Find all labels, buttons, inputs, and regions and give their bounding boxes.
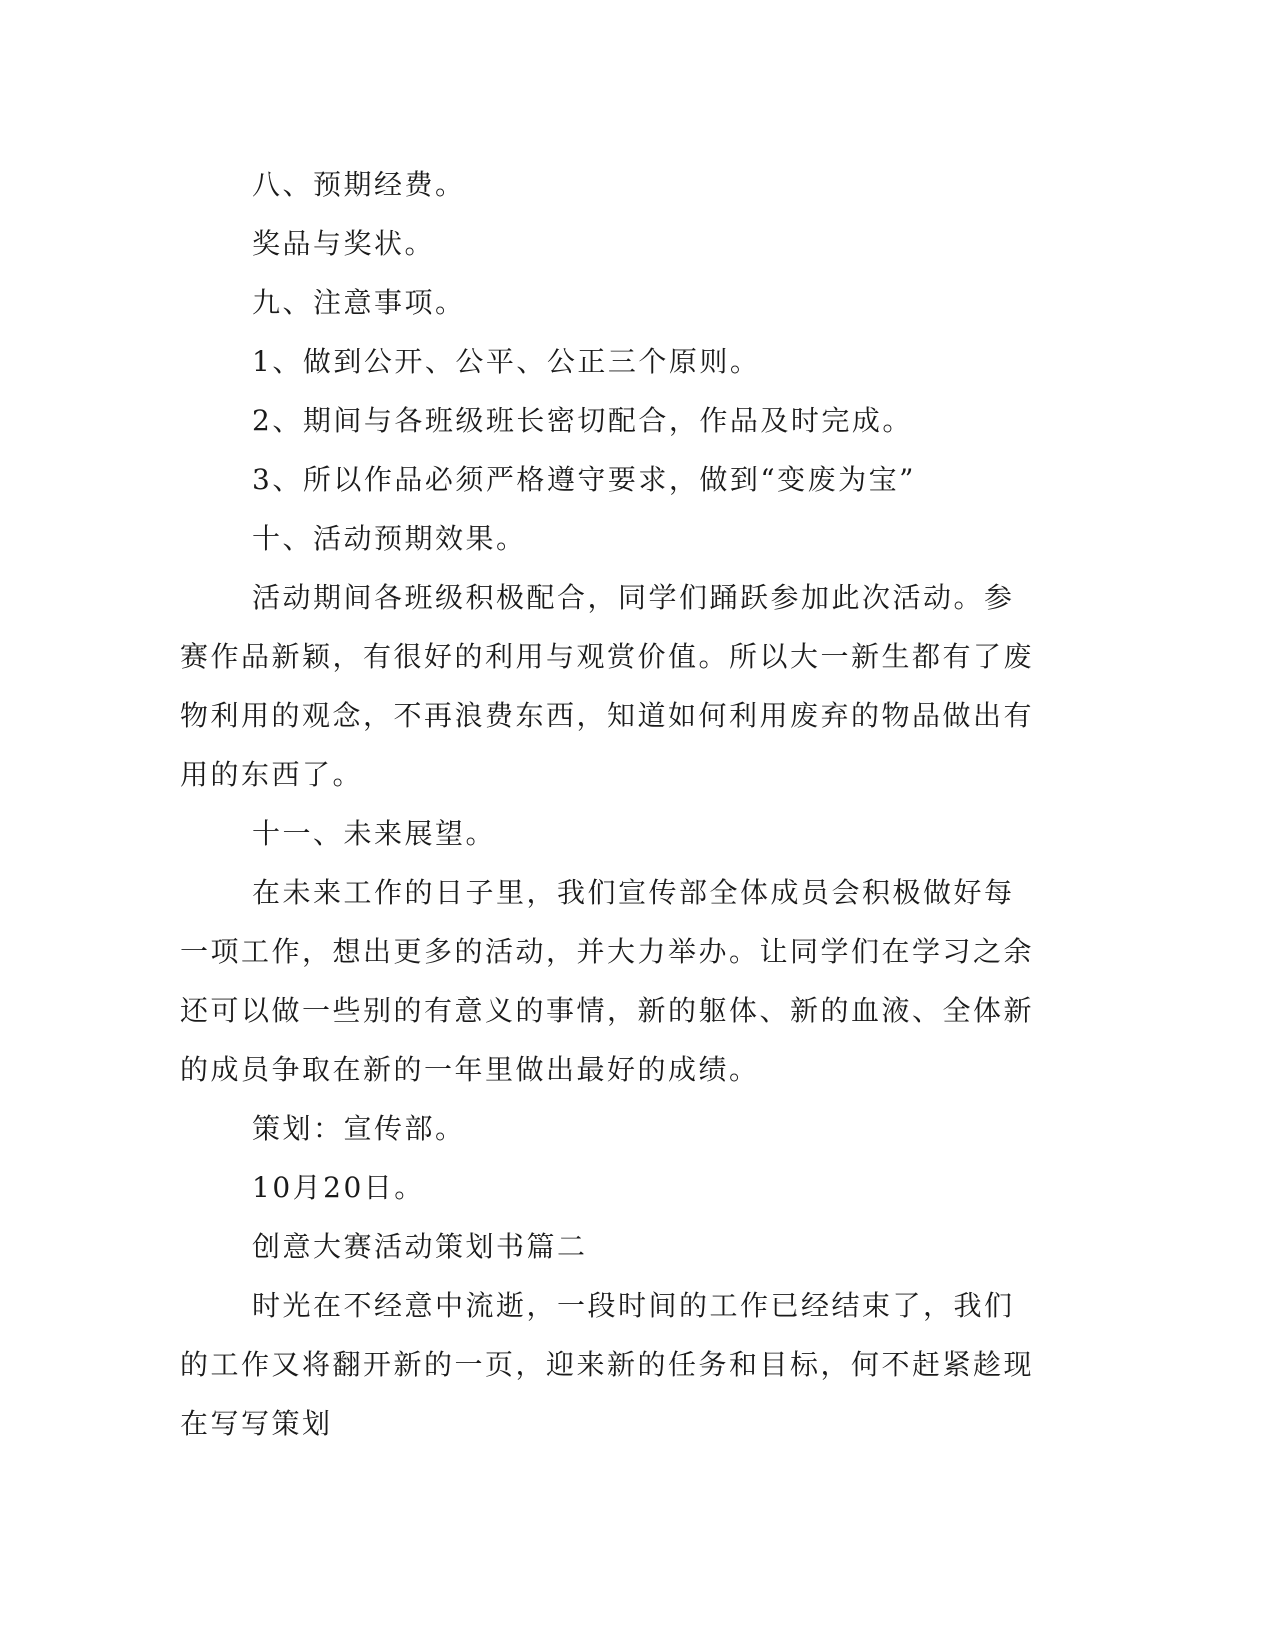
section-heading-outlook: 十一、未来展望。 [252, 817, 497, 850]
paragraph-part-two-intro: 时光在不经意中流逝，一段时间的工作已经结束了，我们的工作又将翻开新的一页，迎来新的任务和目标，何不赶紧趁现在写写策划 [180, 1289, 1035, 1440]
paragraph-note-1: 1、做到公开、公平、公正三个原则。 [252, 345, 761, 378]
paragraph-outlook: 在未来工作的日子里，我们宣传部全体成员会积极做好每一项工作，想出更多的活动，并大力举办。让同学们在学习之余还可以做一些别的有意义的事情，新的躯体、新的血液、全体新的成员争取在新的一年里做出最好的成绩。 [180, 876, 1035, 1086]
section-heading-budget: 八、预期经费。 [252, 168, 466, 201]
paragraph-note-3: 3、所以作品必须严格遵守要求，做到“变废为宝” [252, 463, 916, 496]
paragraph-date: 10月20日。 [252, 1171, 425, 1204]
paragraph-planner: 策划：宣传部。 [252, 1112, 466, 1145]
section-heading-notes: 九、注意事项。 [252, 286, 466, 319]
section-title-part-two: 创意大赛活动策划书篇二 [252, 1230, 588, 1263]
paragraph-budget-items: 奖品与奖状。 [252, 227, 436, 260]
paragraph-expected-effect: 活动期间各班级积极配合，同学们踊跃参加此次活动。参赛作品新颖，有很好的利用与观赏价值。所以大一新生都有了废物利用的观念，不再浪费东西，知道如何利用废弃的物品做出有用的东西了。 [180, 581, 1035, 791]
section-heading-expected-effect: 十、活动预期效果。 [252, 522, 527, 555]
document-body [180, 155, 1040, 1453]
paragraph-note-2: 2、期间与各班级班长密切配合，作品及时完成。 [252, 404, 913, 437]
